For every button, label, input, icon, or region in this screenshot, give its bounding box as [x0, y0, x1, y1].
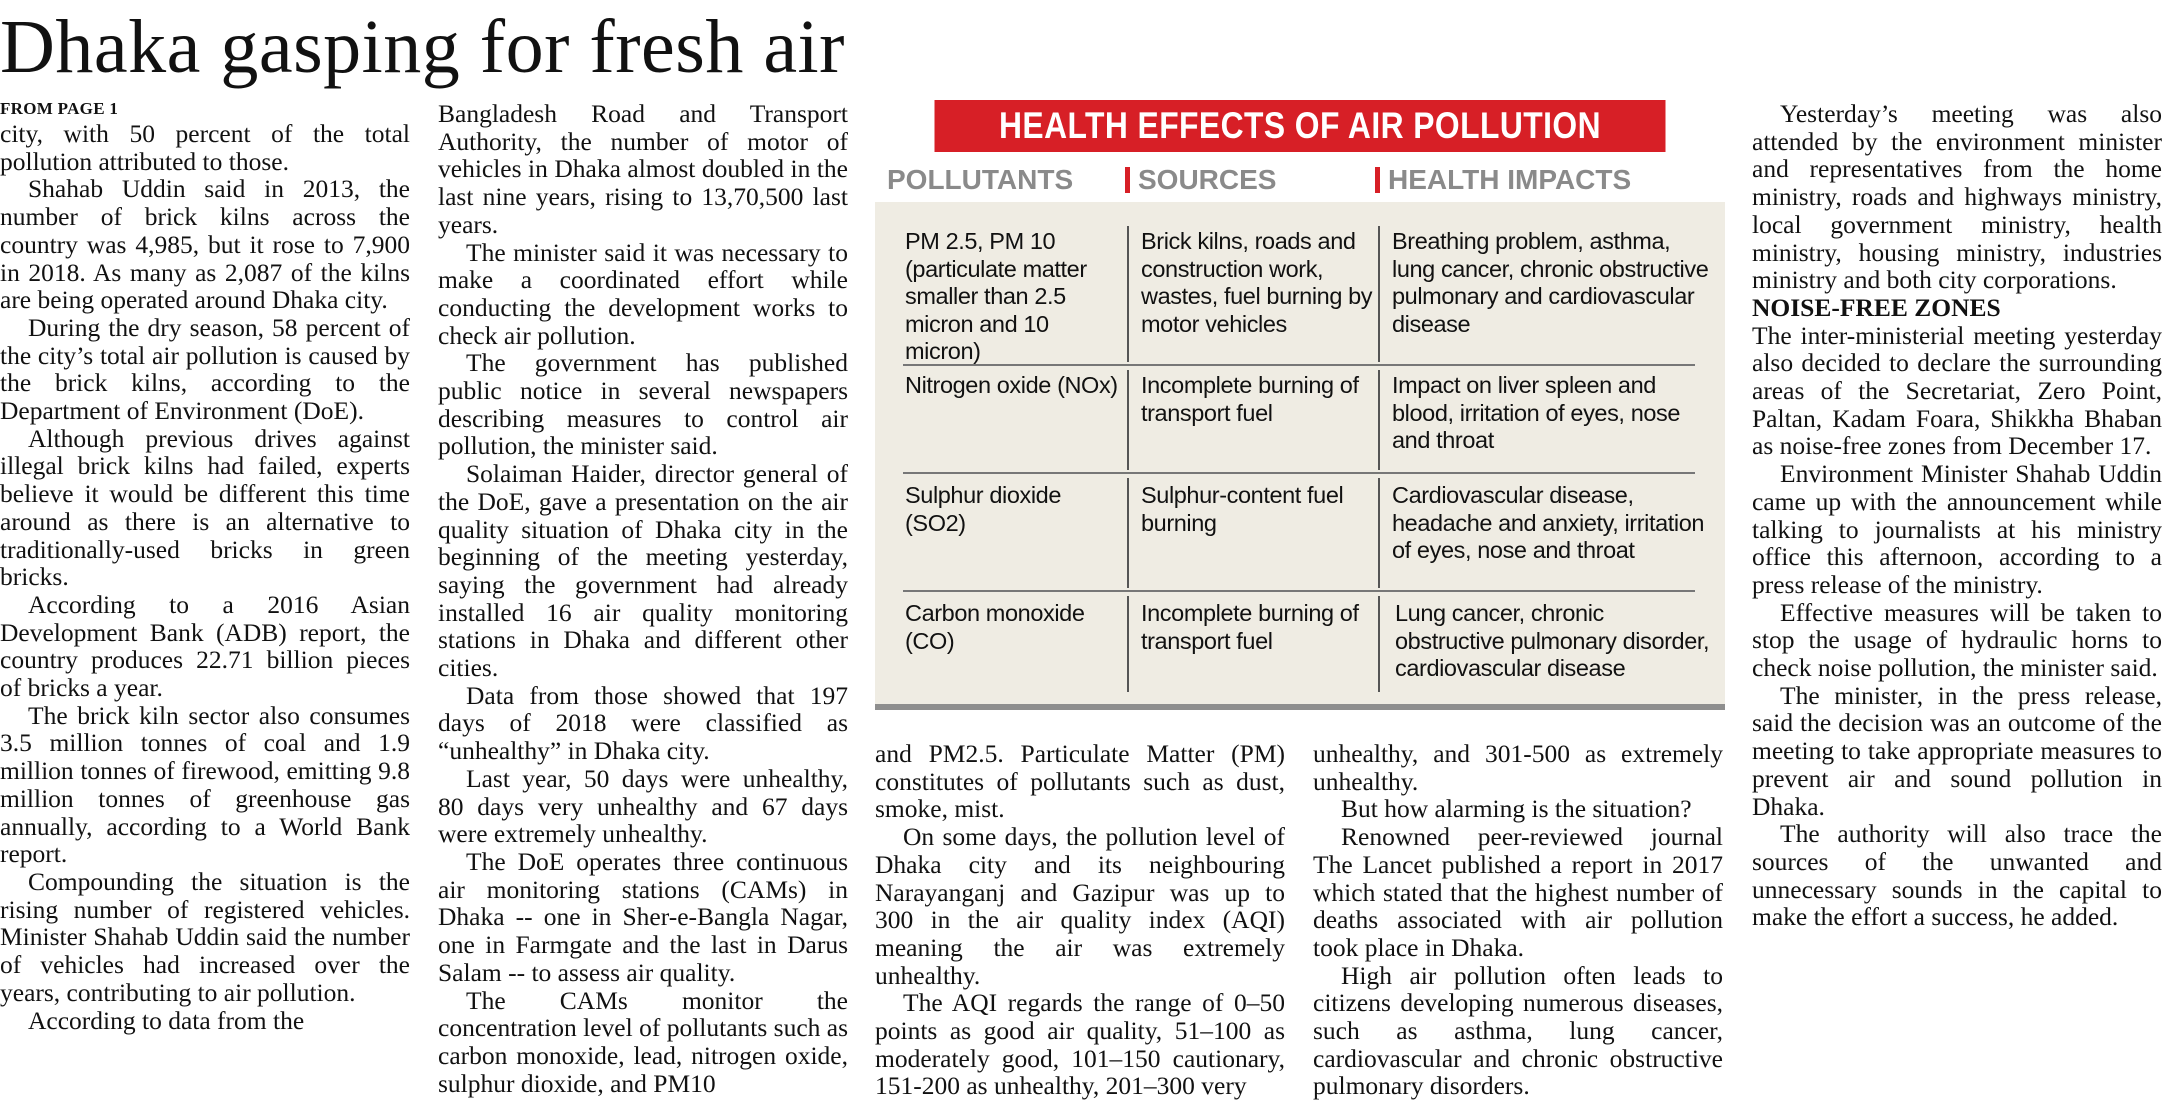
row-separator: [903, 472, 1695, 474]
column-separator: [1127, 596, 1129, 692]
cell-source: Sulphur-content fuel burning: [1141, 482, 1344, 536]
paragraph: The brick kiln sector also consumes 3.5 million tonnes of coal and 1.9 million tonnes of firewood, emitting 9.8 million tonnes of greenhouse gas annually, according to a World Bank report.: [0, 700, 410, 869]
paragraph: The government has published public notice in several newspapers describing measures to control air pollution, the minister said.: [438, 348, 848, 461]
cell-pollutant: PM 2.5, PM 10 (particulate matter smaller than 2.5 micron and 10 micron): [905, 228, 1087, 364]
paragraph: The authority will also trace the sources of the unwanted and unnecessary sounds in the capital to make the effort a success, he added.: [1752, 819, 2162, 932]
infographic-table-panel: [875, 202, 1725, 706]
article-column-2: [438, 100, 848, 1103]
article-column-1: [0, 98, 410, 1103]
infographic-title: HEALTH EFFECTS OF AIR POLLUTION: [935, 100, 1666, 152]
paragraph: The DoE operates three continuous air monitoring stations (CAMs) in Dhaka -- one in Sher-e-Bangla Nagar, one in Farmgate and the last in Darus Salam -- to assess air quality.: [438, 846, 848, 987]
paragraph: Solaiman Haider, director general of the DoE, gave a presentation on the air quality situation of Dhaka city in the beginning of the meeting yesterday, saying the government had already installed 16 air quality monitoring stations in Dhaka and different other cities.: [438, 459, 848, 683]
header-sources: [1125, 160, 1276, 200]
article-column-4: [1313, 740, 1723, 1103]
paragraph: city, with 50 percent of the total pollution attributed to those.: [0, 119, 410, 176]
paragraph: Data from those showed that 197 days of 2018 were classified as “unhealthy” in Dhaka city.: [438, 680, 848, 766]
paragraph: unhealthy, and 301-500 as extremely unhealthy.: [1313, 740, 1723, 796]
column-separator: [1378, 478, 1380, 588]
page-jump-label: FROM PAGE 1: [0, 99, 119, 118]
paragraph: But how alarming is the situation?: [1341, 794, 1692, 824]
column-separator: [1127, 370, 1129, 470]
paragraph: Although previous drives against illegal brick kilns had failed, experts believe it would be different this time around as there is an alternative to traditionally-used bricks in green bricks.: [0, 423, 410, 592]
section-subhead: NOISE-FREE ZONES: [1752, 292, 2001, 322]
article-column-5: [1752, 100, 2162, 1103]
cell-source: Incomplete burning of transport fuel: [1141, 372, 1359, 426]
paragraph: Environment Minister Shahab Uddin came up with the announcement while talking to journalists at his ministry office this afternoon, according to a press release of the ministry.: [1752, 459, 2162, 599]
row-separator: [903, 590, 1695, 592]
cell-pollutant: Nitrogen oxide (NOx): [905, 372, 1118, 398]
header-label: POLLUTANTS: [887, 164, 1074, 195]
cell-pollutant: Carbon monoxide (CO): [905, 600, 1085, 654]
infographic-bottom-rule: [875, 704, 1725, 710]
headline: Dhaka gasping for fresh air: [0, 5, 845, 89]
cell-source: Brick kilns, roads and construction work, wastes, fuel burning by motor vehicles: [1141, 228, 1373, 337]
cell-health-impact: Breathing problem, asthma, lung cancer, chronic obstructive pulmonary and cardiovascular disease: [1392, 228, 1709, 337]
cell-health-impact: Lung cancer, chronic obstructive pulmonary disorder, cardiovascular disease: [1395, 600, 1710, 681]
header-label: HEALTH IMPACTS: [1388, 164, 1632, 195]
paragraph: According to a 2016 Asian Development Bank (ADB) report, the country produces 22.71 billion pieces of bricks a year.: [0, 589, 410, 703]
paragraph: Compounding the situation is the rising number of registered vehicles. Minister Shahab Uddin said the number of vehicles had increased over the years, contributing to air pollution.: [0, 866, 410, 1007]
paragraph: Bangladesh Road and Transport Authority, the number of motor of vehicles in Dhaka almost doubled in the last nine years, rising to 13,70,500 last years.: [438, 100, 848, 239]
header-health-impacts: [1375, 160, 1631, 200]
column-separator: [1127, 226, 1129, 362]
paragraph: The minister, in the press release, said the decision was an outcome of the meeting to take appropriate measures to prevent air and sound pollution in Dhaka.: [1752, 680, 2162, 821]
health-effects-infographic: [875, 100, 1725, 714]
paragraph: According to data from the: [28, 1005, 305, 1035]
divider-mark: [1375, 167, 1380, 193]
column-separator: [1127, 478, 1129, 588]
article-column-3: [875, 740, 1285, 1103]
paragraph: and PM2.5. Particulate Matter (PM) constitutes of pollutants such as dust, smoke, mist.: [875, 740, 1285, 824]
paragraph: Last year, 50 days were unhealthy, 80 days very unhealthy and 67 days were extremely unhealthy.: [438, 763, 848, 849]
column-separator: [1378, 596, 1380, 692]
paragraph: Yesterday’s meeting was also attended by the environment minister and representatives from the home ministry, roads and highways ministry, local government ministry, health ministry, housing ministry, industries ministry and both city corporations.: [1752, 100, 2162, 295]
column-separator: [1378, 370, 1380, 470]
paragraph: The CAMs monitor the concentration level of pollutants such as carbon monoxide, lead, nitrogen oxide, sulphur dioxide, and PM10: [438, 985, 848, 1098]
header-pollutants: [887, 160, 1073, 200]
cell-pollutant: Sulphur dioxide (SO2): [905, 482, 1061, 536]
paragraph: The inter-ministerial meeting yesterday also decided to declare the surrounding areas of the Secretariat, Zero Point, Paltan, Kadam Foara, Shikkha Bhaban as noise-free zones from December 17.: [1752, 320, 2162, 461]
divider-mark: [1125, 167, 1130, 193]
paragraph: Effective measures will be taken to stop the usage of hydraulic horns to check noise pollution, the minister said.: [1752, 597, 2162, 683]
cell-health-impact: Impact on liver spleen and blood, irritation of eyes, nose and throat: [1392, 372, 1681, 453]
cell-source: Incomplete burning of transport fuel: [1141, 600, 1359, 654]
paragraph: Shahab Uddin said in 2013, the number of brick kilns across the country was 4,985, but it rose to 7,900 in 2018. As many as 2,087 of the kilns are being operated around Dhaka city.: [0, 174, 410, 315]
header-label: SOURCES: [1138, 164, 1277, 195]
paragraph: During the dry season, 58 percent of the city’s total air pollution is caused by the brick kilns, according to the Department of Environment (DoE).: [0, 312, 410, 426]
paragraph: On some days, the pollution level of Dhaka city and its neighbouring Narayanganj and Gazipur was up to 300 in the air quality index (AQI) meaning the air was extremely unhealthy.: [875, 822, 1285, 990]
column-separator: [1378, 226, 1380, 362]
paragraph: The minister said it was necessary to make a coordinated effort while conducting the development works to check air pollution.: [438, 237, 848, 350]
paragraph: Renowned peer-reviewed journal The Lancet published a report in 2017 which stated that the highest number of deaths associated with air pollution took place in Dhaka.: [1313, 822, 1723, 962]
paragraph: The AQI regards the range of 0–50 points as good air quality, 51–100 as moderately good, 101–150 cautionary, 151-200 as unhealthy, 201–300 very: [875, 988, 1285, 1101]
cell-health-impact: Cardiovascular disease, headache and anxiety, irritation of eyes, nose and throat: [1392, 482, 1705, 563]
paragraph: High air pollution often leads to citizens developing numerous diseases, such as asthma, lung cancer, cardiovascular and chronic obstructive pulmonary disorders.: [1313, 960, 1723, 1101]
